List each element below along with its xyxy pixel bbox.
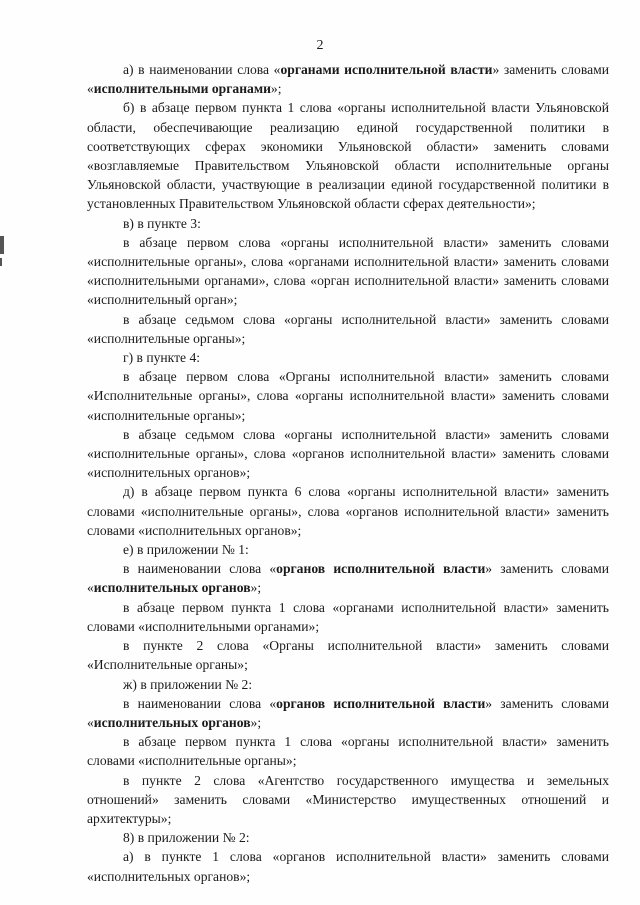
- text-run: в абзаце первом слова «Органы исполнительной власти» заменить словами «Исполнительные органы», слова «органы исполнительной власти» заменить словами «исполнительные органы»;: [87, 369, 609, 423]
- paragraph: [87, 482, 609, 540]
- text-run: в абзаце седьмом слова «органы исполнительной власти» заменить словами «исполнительные органы», слова «органов исполнительной власти» заменить словами «исполнительных органов»;: [87, 426, 609, 481]
- text-run: »;: [250, 714, 262, 730]
- bold-text-run: органами исполнительной власти: [280, 62, 493, 77]
- bold-text-run: исполнительными органами: [93, 81, 271, 97]
- text-run: ж) в приложении № 2:: [123, 676, 253, 692]
- document-body: [87, 60, 609, 886]
- text-run: е) в приложении № 1:: [123, 542, 249, 558]
- text-run: в пункте 2 слова «Агентство государственного имущества и земельных отношений» заменить словами «Министерство имущественных отношений и архитектуры»;: [87, 772, 609, 826]
- text-run: в абзаце седьмом слова «органы исполнительной власти» заменить словами «исполнительные органы»;: [87, 311, 609, 346]
- text-run: в пункте 2 слова «Органы исполнительной власти» заменить словами «Исполнительные органы»;: [87, 638, 609, 673]
- paragraph: [87, 233, 609, 310]
- paragraph: [87, 60, 609, 98]
- paragraph: [87, 540, 609, 559]
- bold-text-run: исполнительных органов: [93, 714, 251, 730]
- bold-text-run: исполнительных органов: [93, 580, 251, 596]
- paragraph: [87, 425, 609, 483]
- text-run: в наименовании слова «: [123, 695, 277, 711]
- text-run: » заменить словами «: [87, 561, 610, 596]
- text-run: »;: [270, 81, 282, 97]
- paragraph: [87, 847, 609, 885]
- text-run: »;: [250, 580, 262, 596]
- paragraph: [87, 694, 609, 732]
- text-run: в абзаце первом пункта 1 слова «органами исполнительной власти» заменить словами «исполнительными органами»;: [87, 599, 609, 634]
- text-run: а) в пункте 1 слова «органов исполнительной власти» заменить словами «исполнительных органов»;: [87, 849, 609, 884]
- paragraph: [87, 214, 609, 233]
- text-run: а) в наименовании слова «: [123, 62, 281, 77]
- text-run: » заменить словами «: [87, 695, 610, 730]
- bold-text-run: органов исполнительной власти: [276, 561, 486, 577]
- page-number: 2: [316, 38, 324, 53]
- paragraph: [87, 636, 609, 674]
- paragraph: [87, 310, 609, 348]
- paragraph: [87, 675, 609, 694]
- text-run: в абзаце первом пункта 1 слова «органы исполнительной власти» заменить словами «исполнительные органы»;: [87, 734, 609, 769]
- paragraph: [87, 828, 609, 847]
- text-run: в) в пункте 3:: [123, 215, 201, 231]
- paragraph: [87, 771, 609, 829]
- text-run: 8) в приложении № 2:: [123, 830, 250, 846]
- scan-edge-mark: [0, 236, 4, 254]
- paragraph: [87, 598, 609, 636]
- bold-text-run: органов исполнительной власти: [276, 695, 486, 711]
- text-run: д) в абзаце первом пункта 6 слова «органы исполнительной власти» заменить словами «исполнительные органы», слова «органов исполнительной власти» заменить словами «исполнительных органов»;: [87, 484, 609, 538]
- text-run: б) в абзаце первом пункта 1 слова «органы исполнительной власти Ульяновской области, обеспечивающие реализацию единой государственной политики в соответствующих сферах экономики Ульяновской области» заменить словами «возглавляемые Правительством Ульяновской области исполнительные органы Ульяновской области, участвующие в реализации единой государственной политики в установленных Правительством Ульяновской области сферах деятельности»;: [87, 100, 609, 212]
- paragraph: [87, 348, 609, 367]
- text-run: г) в пункте 4:: [123, 350, 201, 366]
- paragraph: [87, 559, 609, 597]
- paragraph: [87, 98, 609, 213]
- scan-edge-mark: [0, 258, 2, 266]
- paragraph: [87, 732, 609, 770]
- paragraph: [87, 367, 609, 425]
- text-run: в наименовании слова «: [123, 561, 277, 577]
- text-run: в абзаце первом слова «органы исполнительной власти» заменить словами «исполнительные органы», слова «органами исполнительной власти» заменить словами «исполнительными органами», слова «орган исполнительной власти» заменить словами «исполнительный орган»;: [87, 234, 609, 308]
- text-run: » заменить словами «: [87, 62, 609, 97]
